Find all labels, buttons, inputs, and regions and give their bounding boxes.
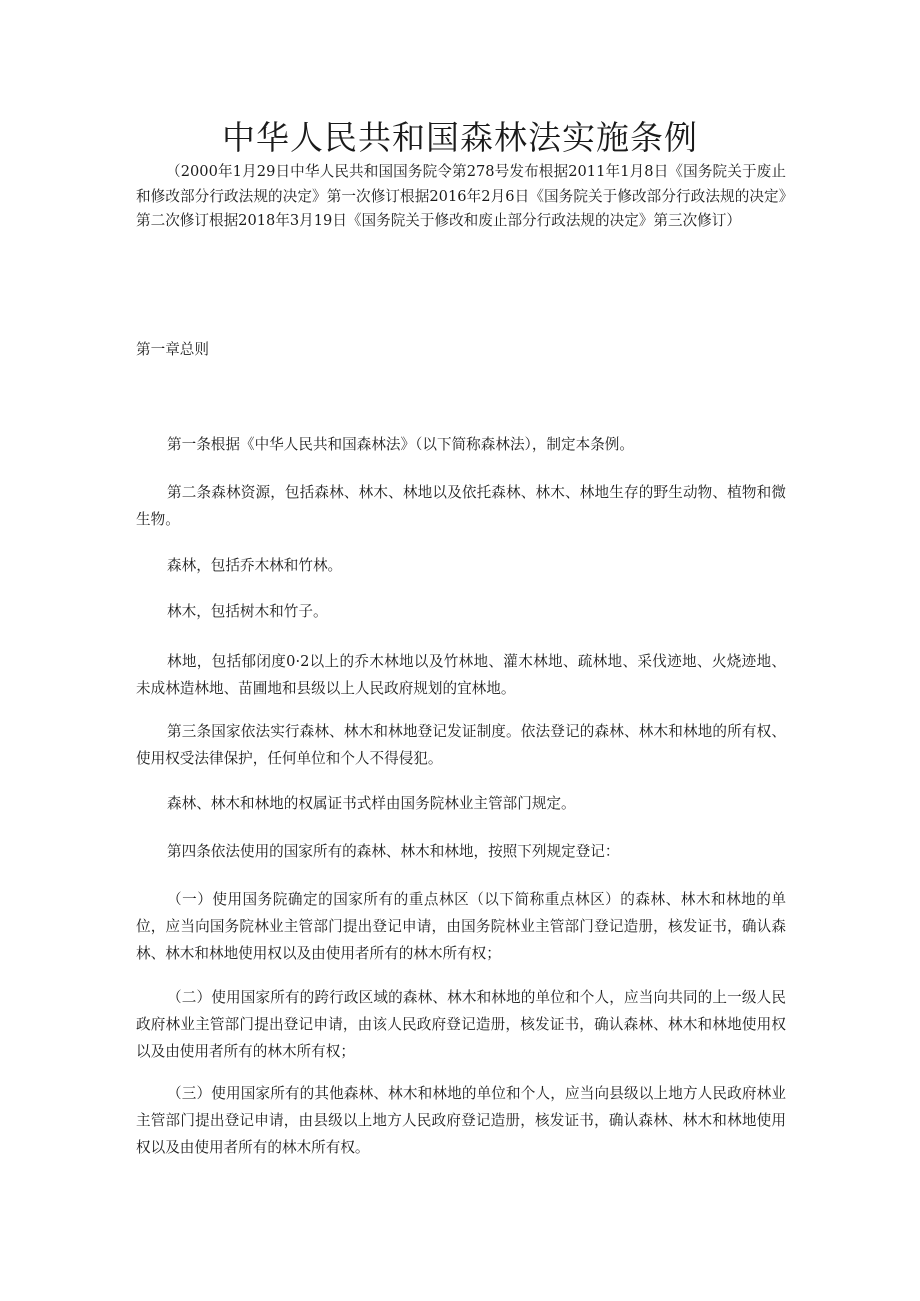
article-4-item-1: （一）使用国务院确定的国家所有的重点林区（以下简称重点林区）的森林、林木和林地的单位，应当向国务院林业主管部门提出登记申请，由国务院林业主管部门登记造册，核发证书，确认森林、林木和林地使用权以及由使用者所有的林木所有权； xyxy=(136,891,786,962)
forest-definition-paragraph: 森林，包括乔木林和竹林。 xyxy=(167,557,343,574)
article-4-item-3: （三）使用国家所有的其他森林、林木和林地的单位和个人，应当向县级以上地方人民政府林业主管部门提出登记申请，由县级以上地方人民政府登记造册，核发证书，确认森林、林木和林地使用权以及由使用者所有的林木所有权。 xyxy=(136,1085,786,1156)
article-2-paragraph: 第二条森林资源，包括森林、林木、林地以及依托森林、林木、林地生存的野生动物、植物和微生物。 xyxy=(136,484,786,528)
revision-history-note: （2000年1月29日中华人民共和国国务院令第278号发布根据2011年1月8日《国务院关于废止和修改部分行政法规的决定》第一次修订根据2016年2月6日《国务院关于修改部分行政法规的决定》第二次修订根据2018年3月19日《国务院关于修改和废止部分行政法规的决定》第三次修订） xyxy=(136,163,786,229)
chapter-heading: 第一章总则 xyxy=(136,341,209,358)
article-4-paragraph: 第四条依法使用的国家所有的森林、林木和林地，按照下列规定登记： xyxy=(167,843,620,860)
certificate-format-paragraph: 森林、林木和林地的权属证书式样由国务院林业主管部门规定。 xyxy=(167,795,576,812)
article-4-item-2: （二）使用国家所有的跨行政区域的森林、林木和林地的单位和个人，应当向共同的上一级人民政府林业主管部门提出登记申请，由该人民政府登记造册，核发证书，确认森林、林木和林地使用权以及由使用者所有的林木所有权； xyxy=(136,989,786,1060)
article-3-paragraph: 第三条国家依法实行森林、林木和林地登记发证制度。依法登记的森林、林木和林地的所有权、使用权受法律保护，任何单位和个人不得侵犯。 xyxy=(136,723,786,767)
trees-definition-paragraph: 林木，包括树木和竹子。 xyxy=(167,603,328,620)
forest-land-definition-paragraph: 林地，包括郁闭度0·2以上的乔木林地以及竹林地、灌木林地、疏林地、采伐迹地、火烧迹地、未成林造林地、苗圃地和县级以上人民政府规划的宜林地。 xyxy=(136,653,786,697)
document-title: 中华人民共和国森林法实施条例 xyxy=(222,118,698,157)
article-1-paragraph: 第一条根据《中华人民共和国森林法》（以下简称森林法），制定本条例。 xyxy=(167,436,634,453)
